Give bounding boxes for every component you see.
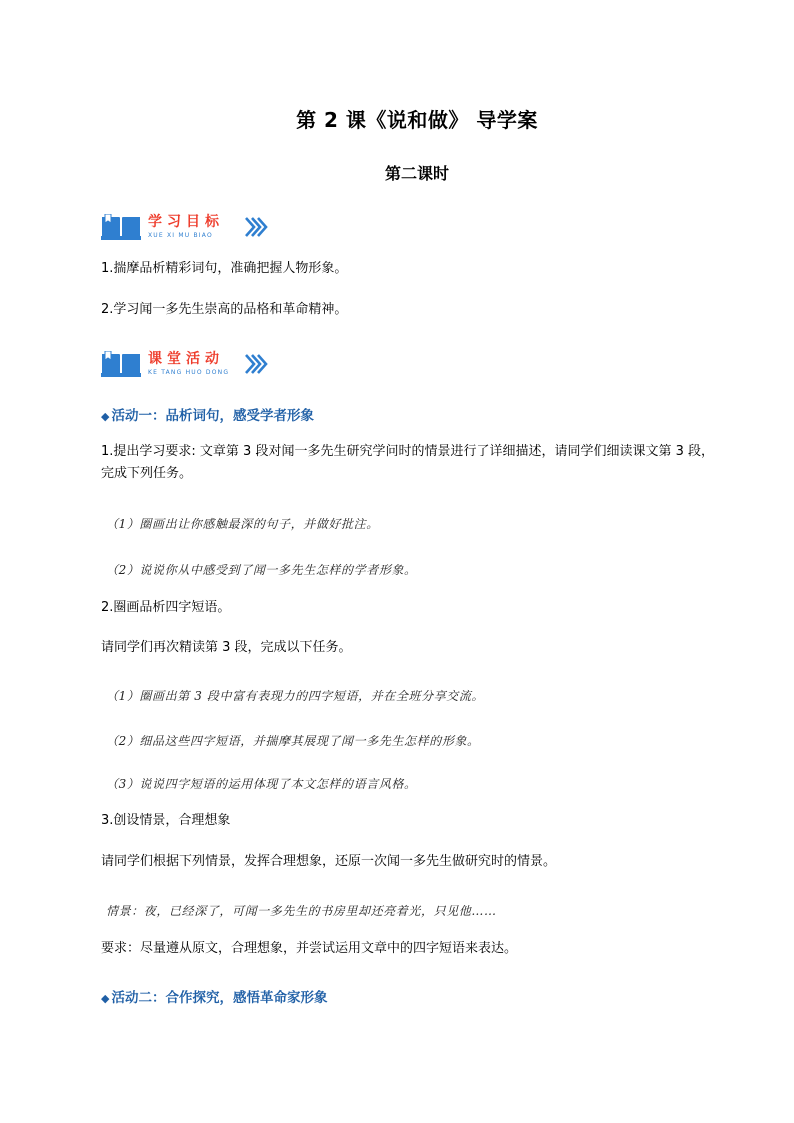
activity-1-item-2-intro: 请同学们再次精读第 3 段，完成以下任务。 (101, 640, 352, 655)
banner-goals-title: 学习目标 (148, 214, 224, 230)
page-subtitle: 第二课时 (384, 164, 449, 183)
chevron-double-right-icon (244, 353, 268, 375)
diamond-bullet-icon: ◆ (101, 992, 110, 1005)
goal-item-1: 1.揣摩品析精彩词句，准确把握人物形象。 (101, 261, 348, 276)
requirement-text: 要求：尽量遵从原文，合理想象，并尝试运用文章中的四字短语来表达。 (101, 941, 518, 956)
item-1-task-2: （2）说说你从中感受到了闻一多先生怎样的学者形象。 (106, 563, 417, 577)
item-2-task-3: （3）说说四字短语的运用体现了本文怎样的语言风格。 (106, 777, 417, 791)
diamond-bullet-icon: ◆ (101, 410, 110, 423)
section-banner-activity (100, 347, 300, 387)
activity-1-item-1: 1.提出学习要求: 文章第 3 段对闻一多先生研究学问时的情景进行了详细描述，请同学们细读课文第 3 段，完成下列任务。 (101, 444, 714, 481)
page-title: 第 2 课《说和做》 导学案 (296, 108, 538, 132)
activity-1-heading: ◆ 活动一：品析词句，感受学者形象 (101, 408, 314, 424)
section-banner-goals (100, 210, 300, 250)
scene-text: 情景：夜，已经深了，可闻一多先生的书房里却还亮着光，只见他…… (106, 904, 497, 918)
item-2-task-1: （1）圈画出第 3 段中富有表现力的四字短语，并在全班分享交流。 (106, 689, 485, 703)
book-icon (100, 214, 142, 242)
activity-2-heading: ◆ 活动二：合作探究，感悟革命家形象 (101, 990, 328, 1006)
banner-activity-pinyin: KE TANG HUO DONG (148, 369, 230, 376)
chevron-double-right-icon (244, 216, 268, 238)
book-icon (100, 351, 142, 379)
banner-goals-pinyin: XUE XI MU BIAO (148, 232, 213, 239)
item-2-task-2: （2）细品这些四字短语，并揣摩其展现了闻一多先生怎样的形象。 (106, 734, 480, 748)
item-1-task-1: （1）圈画出让你感触最深的句子，并做好批注。 (106, 517, 379, 531)
activity-1-item-3-intro: 请同学们根据下列情景，发挥合理想象，还原一次闻一多先生做研究时的情景。 (101, 854, 557, 869)
activity-1-item-2: 2.圈画品析四字短语。 (101, 600, 231, 615)
activity-1-item-3: 3.创设情景，合理想象 (101, 813, 231, 828)
goal-item-2: 2.学习闻一多先生崇高的品格和革命精神。 (101, 302, 348, 317)
banner-activity-title: 课堂活动 (148, 351, 224, 367)
